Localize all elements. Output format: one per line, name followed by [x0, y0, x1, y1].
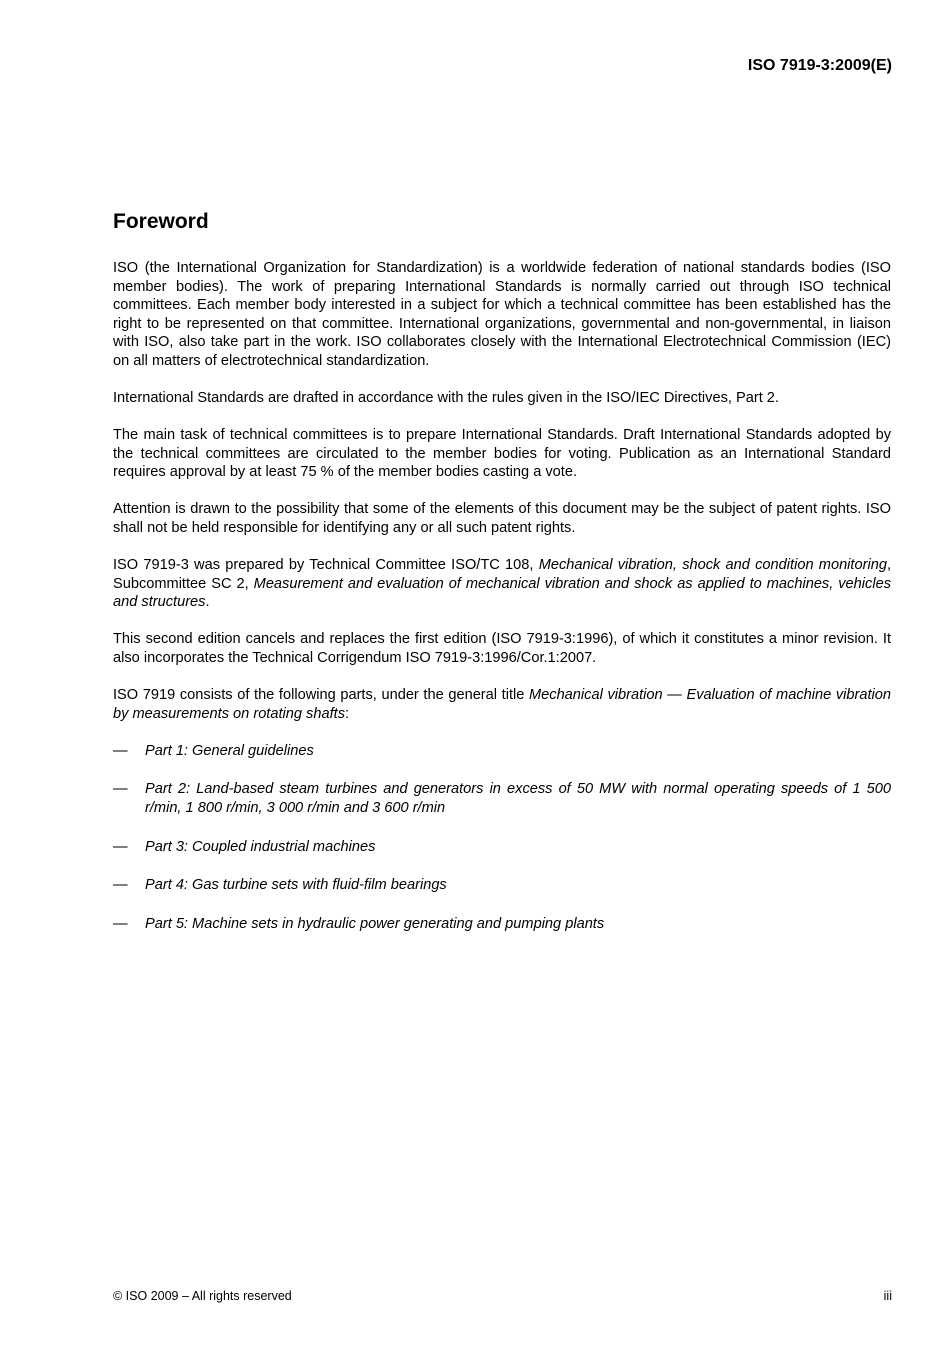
paragraph-prepared-by — [113, 556, 891, 612]
paragraph-text: This second edition cancels and replaces the first edition (ISO 7919-3:1996), of which it constitutes a minor revision. It also incorporates the Technical Corrigendum ISO 7919-3:1996/Cor.1:2007. — [113, 631, 891, 666]
list-item-part-5 — [113, 915, 891, 934]
paragraph-text: Attention is drawn to the possibility that some of the elements of this document may be the subject of patent rights. ISO shall not be held responsible for identifying any or all such patent rights. — [113, 501, 891, 537]
subcommittee-title: Measurement and evaluation of mechanical vibration and shock as applied to machines, vehicles and structures — [113, 575, 891, 611]
paragraph-text: ISO 7919 consists of the following parts, under the general title — [113, 687, 529, 704]
general-title: Mechanical vibration — Evaluation of machine vibration by measurements on rotating shafts — [113, 687, 891, 722]
paragraph-patent-rights — [113, 500, 891, 537]
paragraph-text: , Subcommittee SC 2, — [113, 557, 891, 592]
paragraph-text: The main task of technical committees is to prepare International Standards. Draft International Standards adopted by the technical committees are circulated to the member bodies for voting. Publication as an International Standard requires approval by at least 75 % of the member bodies casting a vote. — [113, 427, 891, 481]
list-dash: — — [113, 742, 128, 759]
list-item-part-4 — [113, 876, 891, 895]
list-item-part-1 — [113, 742, 891, 761]
paragraph-text: . — [205, 594, 210, 611]
committee-title: Mechanical vibration, shock and condition monitoring — [538, 557, 887, 574]
foreword-body — [113, 259, 891, 953]
page-title: Foreword — [113, 210, 209, 233]
paragraph-edition — [113, 630, 891, 667]
paragraph-text: ISO (the International Organization for Standardization) is a worldwide federation of national standards bodies (ISO member bodies). The work of preparing International Standards is normally carried out through ISO technical committees. Each member body interested in a subject for which a technical committee has been established has the right to be represented on that committee. International organizations, governmental and non-governmental, in liaison with ISO, also take part in the work. ISO collaborates closely with the International Electrotechnical Commission (IEC) on all matters of electrotechnical standardization. — [113, 260, 891, 369]
list-dash: — — [113, 915, 128, 932]
paragraph-about-iso — [113, 259, 891, 371]
paragraph-text: International Standards are drafted in accordance with the rules given in the ISO/IEC Directives, Part 2. — [113, 390, 779, 407]
list-dash: — — [113, 838, 128, 855]
paragraph-text: : — [345, 705, 350, 722]
part-title: Part 1: General guidelines — [145, 742, 314, 759]
footer-copyright: © ISO 2009 – All rights reserved — [113, 1289, 292, 1303]
part-title: Part 5: Machine sets in hydraulic power generating and pumping plants — [145, 915, 605, 932]
part-title: Part 3: Coupled industrial machines — [145, 838, 376, 855]
paragraph-committee-task — [113, 426, 891, 482]
parts-list — [113, 742, 891, 934]
page-number: iii — [883, 1289, 892, 1303]
list-item-part-3 — [113, 838, 891, 857]
document-id: ISO 7919-3:2009(E) — [747, 57, 892, 74]
list-dash: — — [113, 877, 128, 894]
paragraph-parts-intro — [113, 686, 891, 723]
part-title: Part 4: Gas turbine sets with fluid-film bearings — [145, 877, 447, 894]
paragraph-text: ISO 7919-3 was prepared by Technical Committee ISO/TC 108, — [113, 557, 539, 574]
paragraph-drafting-rules — [113, 389, 891, 408]
list-dash: — — [113, 781, 128, 798]
part-title: Part 2: Land-based steam turbines and generators in excess of 50 MW with normal operating speeds of 1 500 r/min, 1 800 r/min, 3 000 r/min and 3 600 r/min — [145, 781, 891, 816]
list-item-part-2 — [113, 780, 891, 817]
